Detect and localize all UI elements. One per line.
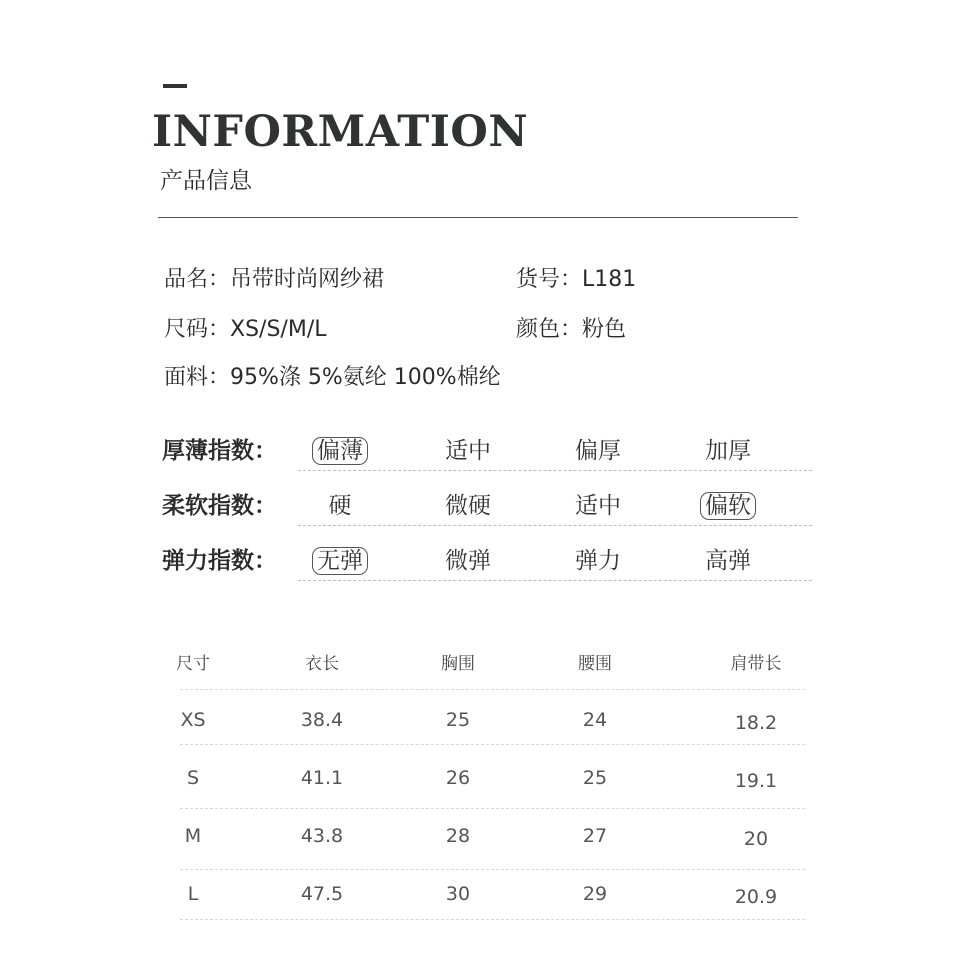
- info-sku: [516, 266, 636, 294]
- table-cell: 26: [445, 767, 471, 789]
- index-option: [688, 436, 768, 466]
- table-cell: 20.9: [734, 886, 778, 908]
- index-option-text: 适中: [445, 438, 491, 464]
- index-option: [558, 546, 638, 576]
- info-sku-label: 货号：: [516, 267, 583, 292]
- table-header-cell: 肩带长: [730, 654, 782, 674]
- info-color-value: 粉色: [582, 317, 627, 342]
- table-cell: 47.5: [300, 883, 344, 905]
- table-cell: 19.1: [734, 770, 778, 792]
- info-name: [164, 266, 384, 294]
- table-row-divider: [180, 919, 805, 920]
- table-cell: 18.2: [734, 712, 778, 734]
- index-option-selected: [688, 491, 768, 521]
- table-cell: XS: [180, 709, 206, 731]
- table-header-cell: 衣长: [305, 654, 339, 674]
- index-option-text: 硬: [328, 493, 352, 519]
- table-cell: 27: [582, 825, 608, 847]
- index-option-text: 微弹: [445, 548, 491, 574]
- index-option-selected: [300, 436, 380, 466]
- table-cell: 20: [743, 828, 769, 850]
- index-label: 弹力指数：: [162, 548, 277, 574]
- index-row-divider: [298, 580, 812, 581]
- info-fabric-label: 面料：: [164, 365, 231, 390]
- table-header-cell: 胸围: [441, 654, 475, 674]
- table-row-divider: [180, 808, 805, 809]
- table-cell: L: [187, 883, 199, 905]
- table-cell: 38.4: [300, 709, 344, 731]
- index-option: [428, 491, 508, 521]
- info-name-value: 吊带时尚网纱裙: [230, 267, 385, 292]
- table-row-divider: [180, 744, 805, 745]
- index-label: 厚薄指数：: [162, 438, 277, 464]
- index-option: [428, 436, 508, 466]
- table-cell: 24: [582, 709, 608, 731]
- index-option-text: 高弹: [705, 548, 751, 574]
- table-header-cell: 尺寸: [176, 654, 210, 674]
- title-divider: [158, 217, 798, 218]
- index-option-text: 无弹: [312, 547, 368, 575]
- info-sku-value: L181: [582, 267, 637, 292]
- info-color-label: 颜色：: [516, 317, 583, 342]
- index-option-text: 适中: [575, 493, 621, 519]
- table-cell: 30: [445, 883, 471, 905]
- page-title: INFORMATION: [152, 107, 529, 157]
- info-size: [164, 316, 327, 344]
- table-cell: 43.8: [300, 825, 344, 847]
- index-option: [558, 491, 638, 521]
- table-cell: 25: [445, 709, 471, 731]
- table-cell: M: [184, 825, 202, 847]
- table-cell: 29: [582, 883, 608, 905]
- page-subtitle: 产品信息: [160, 168, 252, 194]
- table-header-cell: 腰围: [578, 654, 612, 674]
- index-option: [300, 491, 380, 521]
- index-option-selected: [300, 546, 380, 576]
- index-option-text: 偏薄: [312, 437, 368, 465]
- table-cell: 28: [445, 825, 471, 847]
- info-name-label: 品名：: [164, 267, 231, 292]
- index-option-text: 弹力: [575, 548, 621, 574]
- index-option-text: 偏厚: [575, 438, 621, 464]
- index-row-divider: [298, 470, 812, 471]
- info-color: [516, 316, 626, 344]
- table-cell: 25: [582, 767, 608, 789]
- index-row-divider: [298, 525, 812, 526]
- index-option-text: 加厚: [705, 438, 751, 464]
- index-option: [688, 546, 768, 576]
- table-cell: S: [186, 767, 200, 789]
- index-label: 柔软指数：: [162, 493, 277, 519]
- table-cell: 41.1: [300, 767, 344, 789]
- table-row-divider: [180, 869, 805, 870]
- info-size-value: XS/S/M/L: [230, 317, 327, 342]
- index-option: [428, 546, 508, 576]
- info-size-label: 尺码：: [164, 317, 231, 342]
- title-dash: [163, 84, 187, 88]
- table-header-divider: [180, 689, 805, 690]
- index-option-text: 微硬: [445, 493, 491, 519]
- info-fabric-value: 95%涤 5%氨纶 100%棉纶: [230, 365, 501, 390]
- index-option-text: 偏软: [700, 492, 756, 520]
- index-option: [558, 436, 638, 466]
- info-fabric: [164, 364, 501, 392]
